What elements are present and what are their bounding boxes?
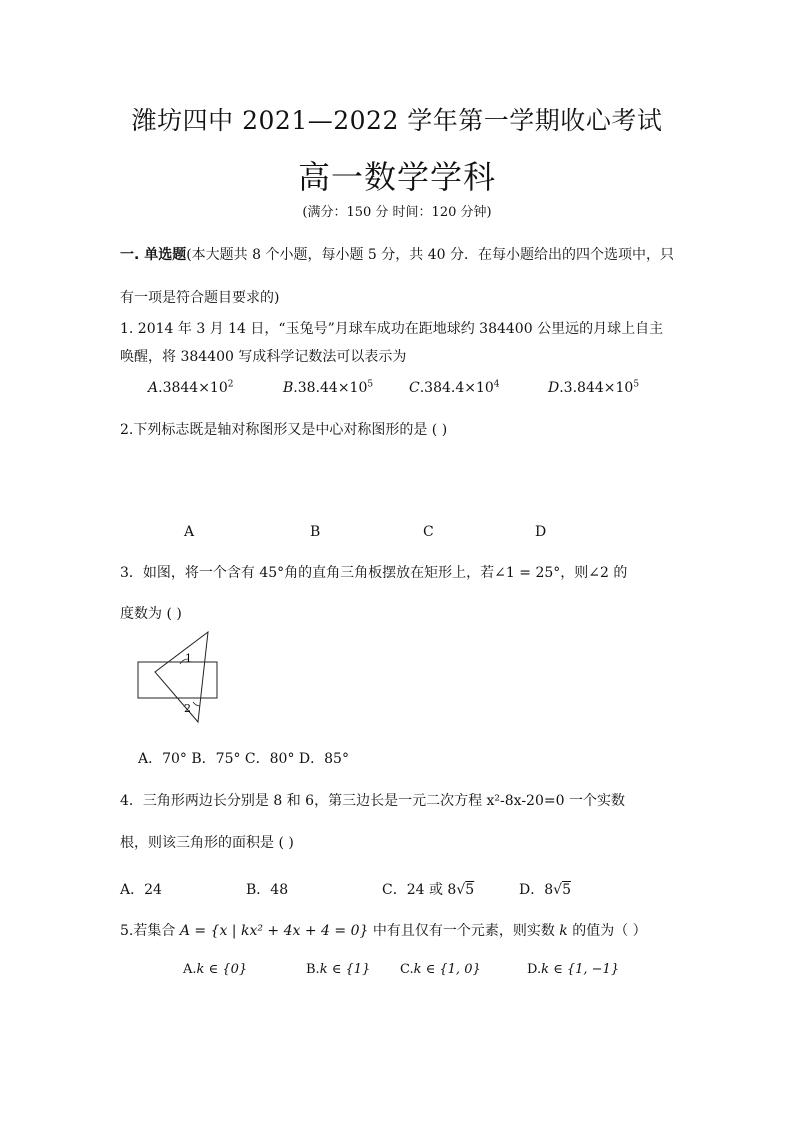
q2-stem: 2.下列标志既是轴对称图形又是中心对称图形的是 ( ) xyxy=(120,422,448,438)
q5-option-c-label: C. xyxy=(400,962,414,977)
q3-options: A．70° B．75° C．80° D．85° xyxy=(138,751,349,767)
q3-line2: 度数为 ( ) xyxy=(120,606,182,622)
q5-stem-mid: 中有且仅有一个元素，则实数 xyxy=(368,923,560,939)
q5-stem xyxy=(120,920,647,940)
q1-option-d-text: .3.844×10 xyxy=(559,380,634,396)
q3-angle1-label: 1 xyxy=(185,652,192,665)
q5-option-d xyxy=(527,962,619,977)
q4-option-b: B．48 xyxy=(246,882,289,898)
q3-line1: 3．如图，将一个含有 45°角的直角三角板摆放在矩形上，若∠1 = 25°，则∠2 的 xyxy=(120,565,628,581)
q1-option-b-label: B xyxy=(283,380,294,396)
section-heading xyxy=(120,244,674,264)
exam-meta: (满分：150 分 时间：120 分钟) xyxy=(302,205,492,220)
q1-option-a-label: A xyxy=(148,380,159,396)
q1-option-c-text: .384.4×10 xyxy=(419,380,494,396)
q1-option-d-label: D xyxy=(548,380,560,396)
q4-option-d-text: D．8 xyxy=(519,882,554,898)
section-note: (本大题共 8 个小题，每小题 5 分，共 40 分．在每小题给出的四个选项中，只 xyxy=(186,247,674,263)
q5-stem-post: 的值为（ ） xyxy=(567,923,647,939)
q5-option-b-expr: k ∈ {1} xyxy=(319,962,371,977)
q5-option-c xyxy=(400,962,481,977)
q1-option-a xyxy=(148,380,233,396)
q4-line1: 4．三角形两边长分别是 8 和 6，第三边长是一元二次方程 x²-8x-20=0 一个实数 xyxy=(120,793,625,809)
q3-angle2-label: 2 xyxy=(184,702,191,715)
q1-option-c-label: C xyxy=(409,380,420,396)
section-note-line2: 有一项是符合题目要求的) xyxy=(120,290,280,306)
q1-option-a-exp: 2 xyxy=(227,379,234,390)
q5-option-a-expr: k ∈ {0} xyxy=(196,962,248,977)
q5-stem-pre: 5.若集合 xyxy=(120,923,180,939)
q1-option-b-exp: 5 xyxy=(367,379,374,390)
q5-option-a-label: A. xyxy=(183,962,197,977)
q2-option-c: C xyxy=(423,524,434,540)
q3-triangle xyxy=(155,632,208,722)
q5-option-b-label: B. xyxy=(306,962,320,977)
q2-option-a: A xyxy=(184,524,195,540)
q1-option-a-text: .3844×10 xyxy=(158,380,228,396)
q1-option-c-exp: 4 xyxy=(493,379,500,390)
q1-option-b xyxy=(283,380,373,396)
subject-title: 高一数学学科 xyxy=(297,158,496,196)
q4-option-a: A．24 xyxy=(120,882,162,898)
q5-option-c-expr: k ∈ {1, 0} xyxy=(413,962,481,977)
q3-figure xyxy=(130,626,230,726)
q5-option-a xyxy=(183,962,247,977)
q1-line1: 1. 2014 年 3 月 14 日，“玉兔号”月球车成功在距地球约 384400 公里远的月球上自主 xyxy=(120,321,664,337)
q5-option-d-expr: k ∈ {1, −1} xyxy=(541,962,620,977)
q5-stem-set: A = {x | kx² + 4x + 4 = 0} xyxy=(179,923,369,939)
q1-option-d-exp: 5 xyxy=(633,379,640,390)
q5-stem-var: k xyxy=(559,923,568,939)
section-title: 一. 单选题 xyxy=(120,247,187,263)
q4-option-c-radicand: 5 xyxy=(465,882,475,898)
q1-option-b-text: .38.44×10 xyxy=(293,380,368,396)
q5-option-d-label: D. xyxy=(527,962,542,977)
q1-line2: 唤醒，将 384400 写成科学记数法可以表示为 xyxy=(120,349,407,365)
q4-option-d xyxy=(519,879,571,899)
q4-option-c-sqrt: √5 xyxy=(456,882,475,898)
q4-option-d-sqrt: √5 xyxy=(553,882,571,898)
q1-option-c xyxy=(409,380,500,396)
q2-option-b: B xyxy=(310,524,321,540)
q3-angle2-arc xyxy=(193,702,200,706)
q4-option-c xyxy=(382,879,474,899)
q3-rectangle xyxy=(138,662,217,698)
q5-option-b xyxy=(306,962,370,977)
q1-option-d xyxy=(548,380,639,396)
q2-option-d: D xyxy=(535,524,547,540)
q4-option-d-radicand: 5 xyxy=(562,882,571,898)
q4-option-c-text: C．24 或 8 xyxy=(382,882,457,898)
exam-title: 潍坊四中 2021—2022 学年第一学期收心考试 xyxy=(131,106,663,135)
q4-line2: 根，则该三角形的面积是 ( ) xyxy=(120,835,294,851)
